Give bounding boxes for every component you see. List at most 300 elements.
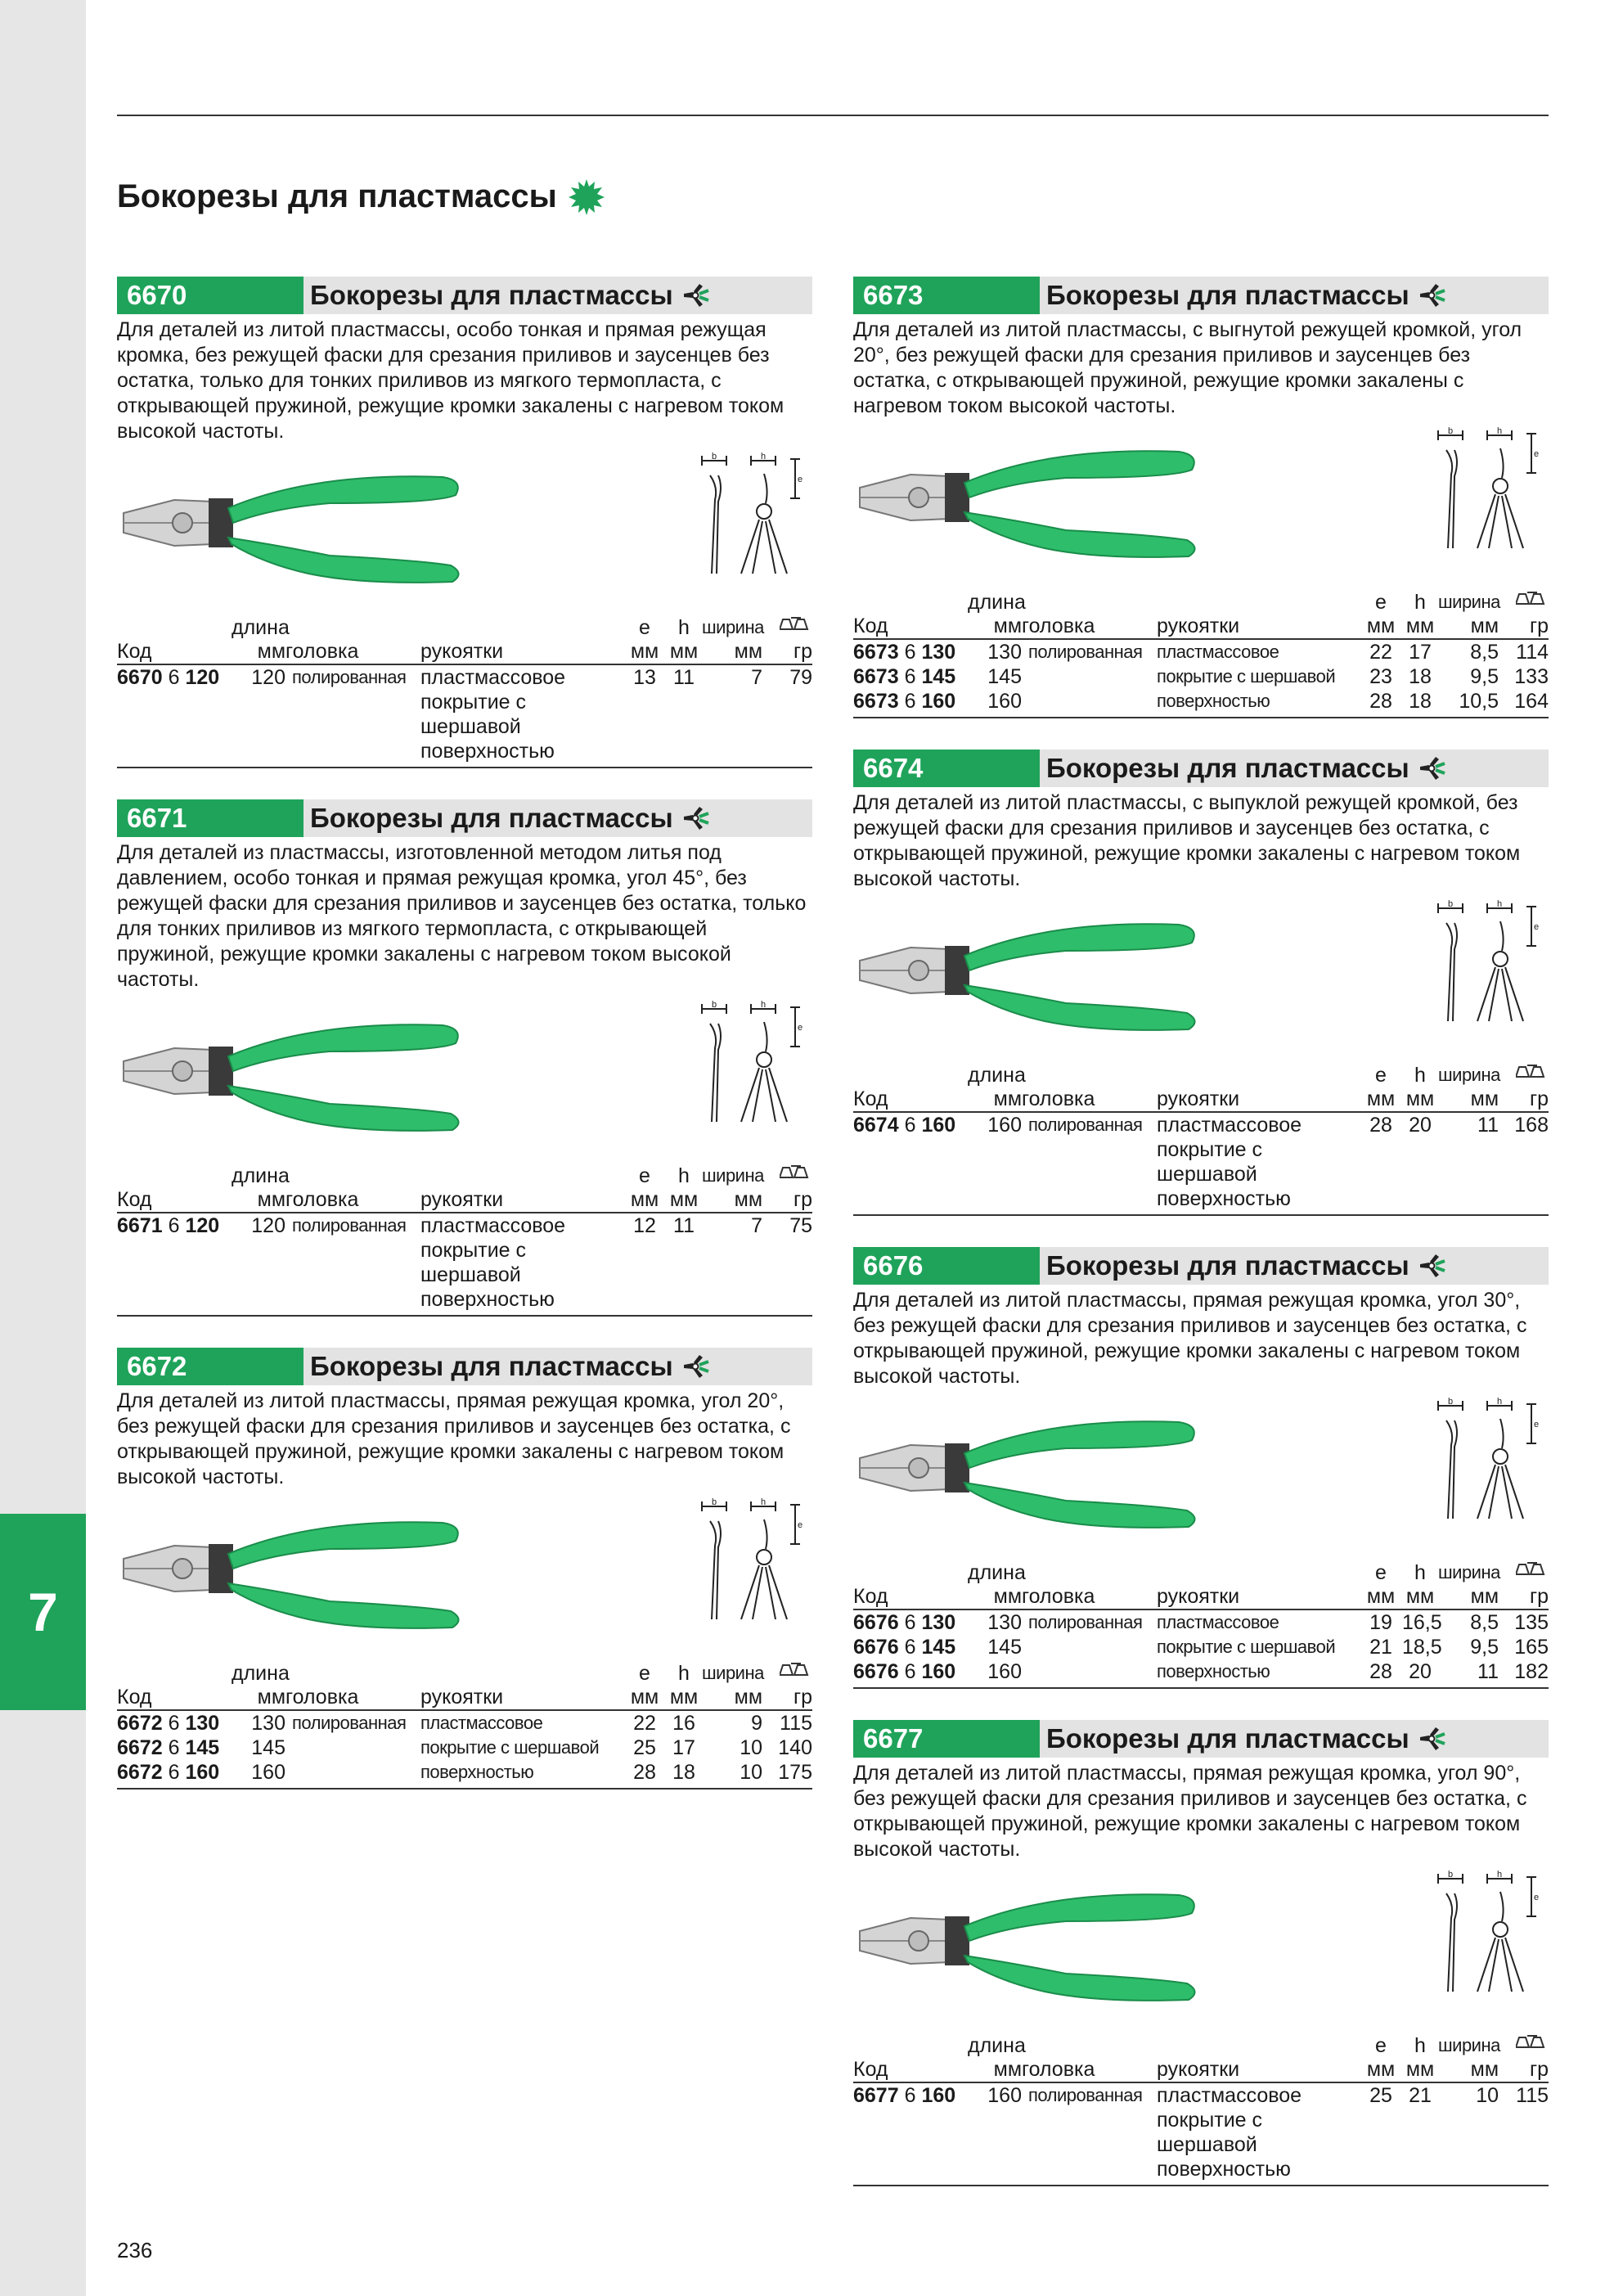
h-value: 17	[672, 1736, 695, 1759]
product-block-6670	[117, 277, 812, 768]
length-header-top: длина	[968, 591, 1026, 614]
new-product-burst-icon	[569, 179, 605, 215]
width-unit: мм	[1438, 2057, 1499, 2082]
article-code: 6676 6 145	[853, 1636, 956, 1659]
h-value: 11	[666, 664, 702, 768]
length-header-top: длина	[232, 1662, 290, 1685]
head-value: полированная	[285, 1213, 420, 1316]
h-header: h	[678, 1164, 690, 1187]
dimension-diagram-icon	[694, 451, 808, 582]
top-rule	[117, 115, 1549, 116]
h-unit: мм	[1402, 2057, 1438, 2082]
e-value: 25	[633, 1736, 656, 1759]
head-value: полированная	[1022, 1112, 1157, 1215]
pliers-photo	[117, 1014, 469, 1137]
length-header-top: длина	[232, 616, 290, 639]
weight-value: 133	[1514, 665, 1549, 688]
weight-value: 135	[1514, 1611, 1549, 1634]
width-header: ширина	[702, 1165, 764, 1186]
handles-value: пластмассовое покрытие с шершавой поверхностью	[1157, 2082, 1360, 2186]
svg-text:e: e	[1534, 1420, 1540, 1429]
width-value: 7	[702, 664, 762, 768]
e-header: e	[1375, 1561, 1387, 1584]
weight-value: 182	[1499, 1659, 1549, 1688]
length-unit: мм	[968, 1087, 1022, 1112]
h-value: 18,5	[1402, 1636, 1442, 1659]
pliers-photo	[117, 1511, 469, 1634]
product-title	[303, 1351, 709, 1382]
head-value: полированная	[285, 664, 420, 768]
svg-text:h: h	[761, 452, 767, 461]
h-value: 17	[1409, 641, 1432, 664]
table-row	[853, 1609, 1549, 1635]
h-value: 18	[666, 1760, 702, 1789]
h-header: h	[1414, 591, 1426, 614]
product-header	[117, 277, 812, 314]
svg-text:h: h	[761, 1497, 767, 1507]
head-header: головка	[285, 1685, 420, 1710]
left-column	[117, 277, 812, 1790]
svg-text:h: h	[1497, 1870, 1503, 1880]
length-header-top: длина	[968, 2034, 1026, 2057]
svg-text:e: e	[798, 1023, 803, 1033]
handles-value: покрытие с шершавой	[420, 1737, 600, 1758]
product-title	[1040, 753, 1445, 784]
pliers-tool-icon	[681, 282, 709, 308]
product-number[interactable]: 6673	[853, 277, 1040, 314]
article-code: 6674 6 160	[853, 1112, 968, 1215]
width-value: 9	[751, 1712, 762, 1735]
handles-header: рукоятки	[420, 1685, 623, 1710]
product-description: Для деталей из литой пластмассы, прямая режущая кромка, угол 20°, без режущей фаски для срезания приливов и заусенцев без остатка, с открывающей пружиной, режущие кромки закалены с нагревом током высокой частоты.	[117, 1389, 791, 1488]
product-illustration	[117, 993, 812, 1164]
svg-text:h: h	[761, 1000, 767, 1010]
length-value: 130	[987, 1611, 1022, 1634]
product-header	[853, 277, 1549, 314]
weight-value: 79	[762, 664, 812, 768]
product-block-6676	[853, 1247, 1549, 1689]
weight-unit: гр	[1499, 614, 1549, 639]
pliers-tool-icon	[1418, 1726, 1445, 1752]
chapter-tab[interactable]: 7	[0, 1514, 86, 1710]
scales-icon	[1499, 2034, 1549, 2057]
e-value: 12	[623, 1213, 666, 1316]
right-column	[853, 277, 1549, 2186]
page-title-text: Бокорезы для пластмассы	[117, 178, 557, 214]
h-value: 11	[666, 1213, 702, 1316]
code-header: Код	[853, 1087, 968, 1112]
code-header: Код	[117, 1187, 232, 1213]
spec-table	[853, 1064, 1549, 1216]
product-illustration	[117, 1490, 812, 1662]
product-title	[1040, 1250, 1445, 1281]
length-value: 120	[232, 1213, 285, 1316]
product-description: Для деталей из литой пластмассы, с выгнутой режущей кромкой, угол 20°, без режущей фаски для срезания приливов и заусенцев без остатка, с открывающей пружиной, режущие кромки закалены с нагревом током высокой частоты.	[853, 318, 1522, 417]
e-value: 28	[1360, 1112, 1402, 1215]
h-value: 21	[1402, 2082, 1438, 2186]
e-value: 28	[623, 1760, 666, 1789]
product-title-text: Бокорезы для пластмассы	[310, 803, 673, 833]
e-header: e	[1375, 591, 1387, 614]
product-illustration	[853, 419, 1549, 591]
length-unit: мм	[968, 2057, 1022, 2082]
e-value: 25	[1360, 2082, 1402, 2186]
product-title-text: Бокорезы для пластмассы	[310, 1351, 673, 1381]
svg-text:b: b	[1448, 1870, 1454, 1880]
code-header: Код	[853, 2057, 968, 2082]
length-value: 130	[251, 1712, 285, 1735]
scales-icon	[1499, 1064, 1549, 1087]
length-value: 120	[232, 664, 285, 768]
svg-text:e: e	[798, 475, 803, 484]
weight-value: 115	[1499, 2082, 1549, 2186]
dimension-diagram-icon	[694, 1497, 808, 1627]
h-unit: мм	[1402, 1087, 1438, 1112]
width-value: 11	[1438, 1659, 1499, 1688]
svg-text:e: e	[1534, 1893, 1540, 1902]
product-illustration	[853, 1862, 1549, 2034]
width-header: ширина	[702, 617, 764, 637]
dimension-diagram-icon	[1430, 898, 1544, 1029]
h-header: h	[1414, 1561, 1426, 1584]
e-value: 22	[633, 1712, 656, 1735]
weight-unit: гр	[762, 1685, 812, 1710]
product-number[interactable]: 6672	[117, 1348, 303, 1385]
head-header: головка	[1022, 1087, 1157, 1112]
width-unit: мм	[702, 1187, 762, 1213]
h-value: 20	[1402, 1112, 1438, 1215]
handles-value: пластмассовое	[1157, 1612, 1279, 1632]
scales-icon	[762, 1164, 812, 1187]
head-value: полированная	[1028, 1612, 1143, 1632]
product-number[interactable]: 6674	[853, 750, 1040, 787]
width-header: ширина	[702, 1663, 764, 1683]
table-row	[117, 1710, 812, 1736]
product-description: Для деталей из литой пластмассы, особо тонкая и прямая режущая кромка, без режущей фаски для срезания приливов и заусенцев без остатка, только для тонких приливов из мягкого термопласта, с открывающей пружиной, режущие кромки закалены с нагревом током высокой частоты.	[117, 318, 785, 443]
pliers-photo	[853, 913, 1205, 1036]
product-title	[303, 280, 709, 311]
width-value: 8,5	[1470, 1611, 1499, 1634]
table-row	[853, 1112, 1549, 1215]
width-unit: мм	[1438, 1584, 1499, 1609]
product-title	[1040, 1723, 1445, 1754]
e-unit: мм	[1360, 1584, 1402, 1609]
width-value: 10	[740, 1736, 762, 1759]
table-row	[853, 639, 1549, 664]
svg-text:h: h	[1497, 1397, 1503, 1407]
spec-table	[853, 1561, 1549, 1689]
head-value	[285, 1736, 420, 1760]
length-unit: мм	[968, 1584, 1022, 1609]
length-unit: мм	[232, 1187, 285, 1213]
head-value	[1022, 1659, 1157, 1688]
length-value: 160	[968, 2082, 1022, 2186]
svg-text:h: h	[1497, 426, 1503, 436]
sidebar-strip	[0, 0, 86, 2296]
width-header: ширина	[1438, 2035, 1500, 2055]
h-value: 16	[672, 1712, 695, 1735]
handles-header: рукоятки	[1157, 1584, 1360, 1609]
e-value: 21	[1369, 1636, 1392, 1659]
width-value: 10	[702, 1760, 762, 1789]
e-unit: мм	[1360, 614, 1402, 639]
length-value: 160	[968, 1659, 1022, 1688]
handles-value: покрытие с шершавой	[1157, 666, 1336, 687]
product-block-6674	[853, 750, 1549, 1216]
e-header: e	[639, 1662, 650, 1685]
e-value: 13	[623, 664, 666, 768]
pliers-tool-icon	[1418, 755, 1445, 781]
product-description: Для деталей из литой пластмассы, прямая режущая кромка, угол 30°, без режущей фаски для срезания приливов и заусенцев без остатка, с открывающей пружиной, режущие кромки закалены с нагревом током высокой частоты.	[853, 1289, 1527, 1388]
e-unit: мм	[1360, 1087, 1402, 1112]
length-header-top: длина	[968, 1064, 1026, 1087]
svg-text:e: e	[798, 1520, 803, 1530]
width-value: 8,5	[1470, 641, 1499, 664]
dimension-diagram-icon	[694, 999, 808, 1130]
width-unit: мм	[1438, 1087, 1499, 1112]
width-value: 10,5	[1438, 689, 1499, 718]
article-code: 6676 6 130	[853, 1611, 956, 1634]
spec-table	[853, 2034, 1549, 2186]
e-value: 28	[1360, 689, 1402, 718]
handles-header: рукоятки	[420, 639, 623, 664]
width-unit: мм	[702, 639, 762, 664]
e-unit: мм	[1360, 2057, 1402, 2082]
handles-value: поверхностью	[420, 1760, 623, 1789]
article-code: 6673 6 160	[853, 689, 968, 718]
handles-header: рукоятки	[420, 1187, 623, 1213]
weight-value: 115	[780, 1712, 812, 1735]
scales-icon	[762, 1662, 812, 1685]
width-unit: мм	[702, 1685, 762, 1710]
product-description: Для деталей из литой пластмассы, с выпуклой режущей кромкой, без режущей фаски для срезания приливов и заусенцев без остатка, с открывающей пружиной, режущие кромки закалены с нагревом током высокой частоты.	[853, 791, 1521, 890]
head-value	[285, 1760, 420, 1789]
product-block-6673	[853, 277, 1549, 718]
weight-unit: гр	[1499, 1584, 1549, 1609]
h-value: 20	[1402, 1659, 1438, 1688]
product-title-text: Бокорезы для пластмассы	[310, 280, 673, 310]
e-value: 19	[1369, 1611, 1392, 1634]
width-value: 11	[1438, 1112, 1499, 1215]
product-number[interactable]: 6676	[853, 1247, 1040, 1285]
product-header	[853, 1247, 1549, 1285]
handles-header: рукоятки	[1157, 614, 1360, 639]
e-unit: мм	[623, 1685, 666, 1710]
product-block-6677	[853, 1720, 1549, 2186]
e-header: e	[639, 1164, 650, 1187]
width-value: 7	[702, 1213, 762, 1316]
e-value: 22	[1369, 641, 1392, 664]
h-header: h	[1414, 2034, 1426, 2057]
product-title-text: Бокорезы для пластмассы	[1046, 1250, 1409, 1281]
h-unit: мм	[666, 639, 702, 664]
head-header: головка	[285, 1187, 420, 1213]
product-block-6672	[117, 1348, 812, 1790]
product-number[interactable]: 6670	[117, 277, 303, 314]
h-unit: мм	[1402, 614, 1438, 639]
product-block-6671	[117, 799, 812, 1317]
length-unit: мм	[968, 614, 1022, 639]
handles-header: рукоятки	[1157, 2057, 1360, 2082]
svg-text:b: b	[712, 1497, 717, 1507]
code-header: Код	[117, 1685, 232, 1710]
product-header	[853, 1720, 1549, 1758]
article-code: 6670 6 120	[117, 664, 232, 768]
h-unit: мм	[1402, 1584, 1438, 1609]
e-value: 28	[1360, 1659, 1402, 1688]
handles-value: пластмассовое покрытие с шершавой поверхностью	[420, 1213, 623, 1316]
table-row	[853, 664, 1549, 689]
product-header	[117, 799, 812, 837]
handles-value: покрытие с шершавой	[1157, 1636, 1336, 1657]
head-value: полированная	[1028, 642, 1143, 662]
pliers-photo	[853, 440, 1205, 563]
product-header	[853, 750, 1549, 787]
product-title-text: Бокорезы для пластмассы	[1046, 1723, 1409, 1754]
length-header-top: длина	[968, 1561, 1026, 1584]
article-code: 6672 6 145	[117, 1736, 220, 1759]
svg-text:h: h	[1497, 899, 1503, 909]
handles-value: поверхностью	[1157, 689, 1360, 718]
code-header: Код	[117, 639, 232, 664]
h-header: h	[1414, 1064, 1426, 1087]
width-header: ширина	[1438, 1065, 1500, 1085]
product-title-text: Бокорезы для пластмассы	[1046, 280, 1409, 310]
handles-value: пластмассовое покрытие с шершавой поверхностью	[1157, 1112, 1360, 1215]
h-value: 16,5	[1402, 1611, 1442, 1634]
handles-value: пластмассовое покрытие с шершавой поверхностью	[420, 664, 623, 768]
table-row	[853, 1659, 1549, 1688]
product-title	[303, 803, 709, 834]
width-header: ширина	[1438, 592, 1500, 612]
weight-value: 165	[1514, 1636, 1549, 1659]
head-value: полированная	[292, 1713, 407, 1733]
svg-text:b: b	[1448, 899, 1454, 909]
length-unit: мм	[232, 1685, 285, 1710]
length-header-top: длина	[232, 1164, 290, 1187]
width-unit: мм	[1438, 614, 1499, 639]
scales-icon	[1499, 1561, 1549, 1584]
length-value: 145	[987, 665, 1022, 688]
page-title	[117, 178, 605, 215]
product-title	[1040, 280, 1445, 311]
scales-icon	[762, 616, 812, 639]
table-row	[853, 689, 1549, 718]
table-row	[117, 1736, 812, 1760]
article-code: 6673 6 145	[853, 665, 956, 688]
weight-value: 168	[1499, 1112, 1549, 1215]
h-value: 18	[1409, 665, 1432, 688]
h-value: 18	[1402, 689, 1438, 718]
article-code: 6677 6 160	[853, 2082, 968, 2186]
e-header: e	[1375, 2034, 1387, 2057]
length-unit: мм	[232, 639, 285, 664]
handles-value: пластмассовое	[1157, 642, 1279, 662]
code-header: Код	[853, 614, 968, 639]
e-unit: мм	[623, 639, 666, 664]
spec-table	[117, 616, 812, 768]
dimension-diagram-icon	[1430, 1869, 1544, 2000]
pliers-photo	[853, 1884, 1205, 2006]
article-code: 6672 6 160	[117, 1760, 232, 1789]
handles-header: рукоятки	[1157, 1087, 1360, 1112]
weight-value: 164	[1499, 689, 1549, 718]
weight-unit: гр	[762, 1187, 812, 1213]
e-unit: мм	[623, 1187, 666, 1213]
table-row	[117, 1760, 812, 1789]
page-number: 236	[117, 2238, 153, 2262]
length-value: 145	[251, 1736, 285, 1759]
spec-table	[117, 1662, 812, 1790]
width-value: 9,5	[1470, 665, 1499, 688]
e-header: e	[1375, 1064, 1387, 1087]
svg-text:b: b	[1448, 426, 1454, 436]
pliers-photo	[853, 1411, 1205, 1533]
handles-value: поверхностью	[1157, 1659, 1360, 1688]
svg-text:e: e	[1534, 922, 1540, 932]
h-header: h	[678, 616, 690, 639]
spec-table	[853, 591, 1549, 718]
product-number[interactable]: 6671	[117, 799, 303, 837]
dimension-diagram-icon	[1430, 425, 1544, 556]
head-value: полированная	[1022, 2082, 1157, 2186]
e-header: e	[639, 616, 650, 639]
h-header: h	[678, 1662, 690, 1685]
table-row	[853, 1635, 1549, 1659]
svg-text:e: e	[1534, 449, 1540, 459]
head-value	[1022, 1635, 1157, 1659]
head-header: головка	[1022, 614, 1157, 639]
head-header: головка	[285, 639, 420, 664]
weight-unit: гр	[1499, 2057, 1549, 2082]
pliers-tool-icon	[1418, 1253, 1445, 1279]
product-illustration	[853, 1389, 1549, 1561]
width-value: 10	[1438, 2082, 1499, 2186]
article-code: 6673 6 130	[853, 641, 956, 664]
length-value: 130	[987, 641, 1022, 664]
weight-value: 114	[1516, 641, 1549, 664]
scales-icon	[1499, 591, 1549, 614]
e-value: 23	[1369, 665, 1392, 688]
product-description: Для деталей из литой пластмассы, прямая режущая кромка, угол 90°, без режущей фаски для срезания приливов и заусенцев без остатка, с открывающей пружиной, режущие кромки закалены с нагревом током высокой частоты.	[853, 1762, 1527, 1861]
svg-text:b: b	[712, 1000, 717, 1010]
svg-text:b: b	[1448, 1397, 1454, 1407]
length-value: 160	[968, 689, 1022, 718]
head-header: головка	[1022, 2057, 1157, 2082]
width-value: 9,5	[1470, 1636, 1499, 1659]
weight-value: 140	[778, 1736, 812, 1759]
product-illustration	[117, 444, 812, 616]
head-header: головка	[1022, 1584, 1157, 1609]
table-row	[853, 2082, 1549, 2186]
width-header: ширина	[1438, 1562, 1500, 1582]
svg-text:b: b	[712, 452, 717, 461]
product-number[interactable]: 6677	[853, 1720, 1040, 1758]
h-unit: мм	[666, 1685, 702, 1710]
product-illustration	[853, 892, 1549, 1064]
length-value: 160	[968, 1112, 1022, 1215]
table-row	[117, 664, 812, 768]
spec-table	[117, 1164, 812, 1317]
product-title-text: Бокорезы для пластмассы	[1046, 753, 1409, 783]
pliers-photo	[117, 466, 469, 588]
product-description: Для деталей из пластмассы, изготовленной методом литья под давлением, особо тонкая и прямая режущая кромка, угол 45°, без режущей фаски для срезания приливов и заусенцев без остатка, только для тонких приливов из мягкого термопласта, с открывающей пружиной, режущие кромки закалены с нагревом током высокой частоты.	[117, 841, 807, 991]
pliers-tool-icon	[681, 1353, 709, 1380]
code-header: Код	[853, 1584, 968, 1609]
product-header	[117, 1348, 812, 1385]
article-code: 6671 6 120	[117, 1213, 232, 1316]
weight-value: 175	[762, 1760, 812, 1789]
